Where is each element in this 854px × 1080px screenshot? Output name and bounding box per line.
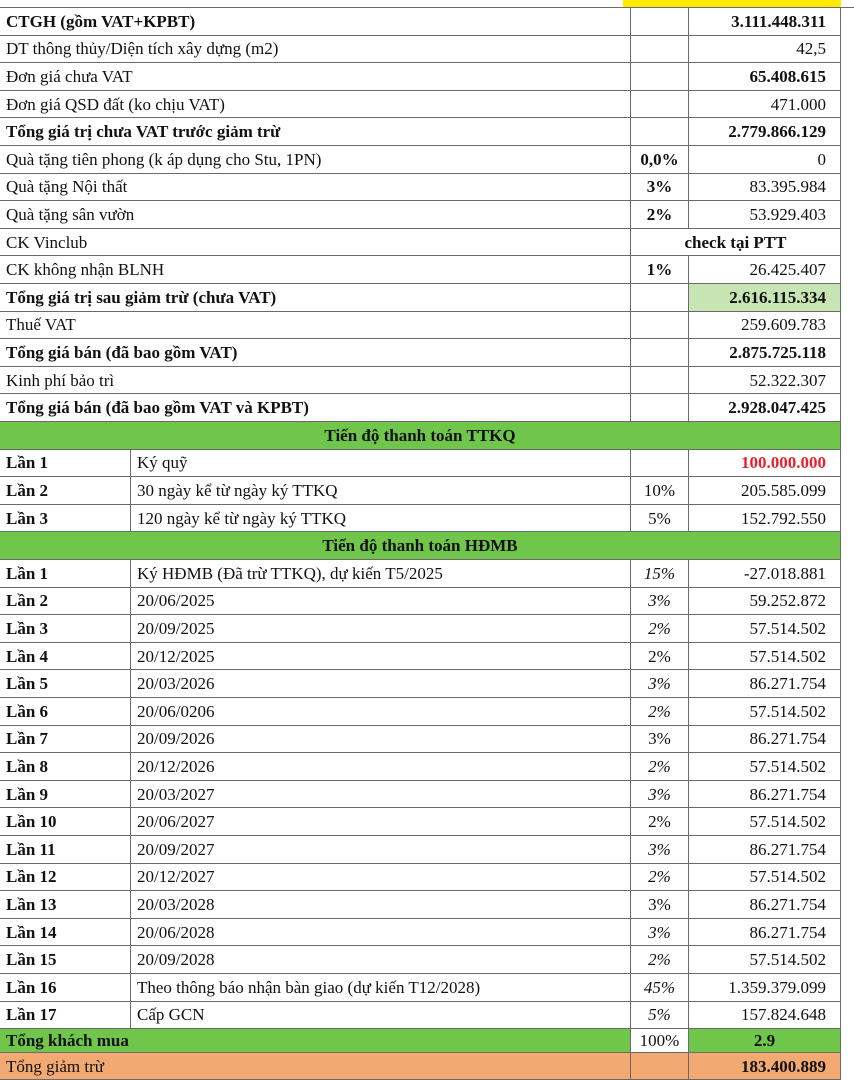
installment-percent: 3% [631,919,689,947]
installment-amount: 57.514.502 [689,615,841,643]
hdmb-installment-row [0,946,854,974]
deduction-total-spacer [631,1053,689,1080]
installment-amount: 157.824.648 [689,1002,841,1030]
installment-amount: 86.271.754 [689,891,841,919]
summary-label: Quà tặng tiên phong (k áp dụng cho Stu, 1PN) [0,146,631,174]
summary-value: 0 [689,146,841,174]
installment-percent: 45% [631,974,689,1002]
summary-percent: 3% [631,174,689,202]
installment-percent: 3% [631,891,689,919]
installment-percent [631,450,689,478]
installment-amount: -27.018.881 [689,560,841,588]
ttkq-installment-row [0,505,854,533]
customer-total-value: 2.9 [689,1029,841,1053]
summary-label: DT thông thủy/Diện tích xây dựng (m2) [0,36,631,64]
summary-value: 2.779.866.129 [689,118,841,146]
summary-label: Tổng giá bán (đã bao gồm VAT) [0,339,631,367]
installment-percent: 2% [631,946,689,974]
summary-row [0,63,854,91]
installment-percent: 10% [631,477,689,505]
installment-number: Lần 4 [0,643,131,671]
installment-amount: 100.000.000 [689,450,841,478]
installment-percent: 3% [631,588,689,616]
installment-number: Lần 8 [0,753,131,781]
deduction-total-value: 183.400.889 [689,1053,841,1080]
header-yellow-cell [623,0,841,7]
section-title: Tiến độ thanh toán HĐMB [0,532,841,560]
summary-value: check tại PTT [631,229,841,257]
installment-number: Lần 2 [0,477,131,505]
summary-label: Quà tặng Nội thất [0,174,631,202]
summary-row [0,118,854,146]
installment-amount: 205.585.099 [689,477,841,505]
installment-number: Lần 12 [0,864,131,892]
summary-percent [631,367,689,395]
hdmb-installment-row [0,615,854,643]
installment-number: Lần 2 [0,588,131,616]
hdmb-installment-row [0,919,854,947]
hdmb-installment-row [0,753,854,781]
hdmb-installment-row [0,1002,854,1030]
ttkq-installment-row [0,477,854,505]
summary-row [0,8,854,36]
hdmb-installment-row [0,698,854,726]
summary-row [0,312,854,340]
installment-amount: 57.514.502 [689,698,841,726]
summary-row [0,394,854,422]
hdmb-installment-row [0,808,854,836]
installment-description: Cấp GCN [131,1002,631,1030]
installment-description: 20/12/2027 [131,864,631,892]
installment-percent: 2% [631,864,689,892]
summary-label: CK không nhận BLNH [0,256,631,284]
summary-value: 2.928.047.425 [689,394,841,422]
summary-percent [631,91,689,119]
top-header-strip [0,0,854,8]
deduction-total-row [0,1053,854,1080]
installment-description: 20/09/2026 [131,726,631,754]
installment-amount: 59.252.872 [689,588,841,616]
installment-description: 20/12/2026 [131,753,631,781]
summary-value: 52.322.307 [689,367,841,395]
summary-value: 26.425.407 [689,256,841,284]
summary-value: 65.408.615 [689,63,841,91]
summary-row [0,339,854,367]
installment-number: Lần 1 [0,450,131,478]
summary-row [0,201,854,229]
hdmb-installment-row [0,864,854,892]
installment-amount: 86.271.754 [689,919,841,947]
installment-description: 20/09/2028 [131,946,631,974]
summary-percent [631,394,689,422]
summary-value: 83.395.984 [689,174,841,202]
installment-amount: 152.792.550 [689,505,841,533]
summary-label: CK Vinclub [0,229,631,257]
ttkq-installment-row [0,450,854,478]
summary-row [0,256,854,284]
installment-description: 20/06/2025 [131,588,631,616]
installment-description: 20/12/2025 [131,643,631,671]
hdmb-installment-row [0,670,854,698]
installment-description: 20/06/0206 [131,698,631,726]
installment-description: Ký HĐMB (Đã trừ TTKQ), dự kiến T5/2025 [131,560,631,588]
installment-percent: 3% [631,670,689,698]
installment-number: Lần 14 [0,919,131,947]
installment-description: 20/09/2025 [131,615,631,643]
hdmb-installment-row [0,891,854,919]
summary-label: Tổng giá bán (đã bao gồm VAT và KPBT) [0,394,631,422]
installment-description: Ký quỹ [131,450,631,478]
summary-percent: 1% [631,256,689,284]
installment-number: Lần 13 [0,891,131,919]
summary-value: 471.000 [689,91,841,119]
summary-value: 2.875.725.118 [689,339,841,367]
hdmb-installment-row [0,974,854,1002]
installment-number: Lần 3 [0,615,131,643]
installment-description: 120 ngày kể từ ngày ký TTKQ [131,505,631,533]
summary-percent: 0,0% [631,146,689,174]
installment-percent: 2% [631,643,689,671]
summary-value: 3.111.448.311 [689,8,841,36]
summary-label: Kinh phí bảo trì [0,367,631,395]
summary-value: 42,5 [689,36,841,64]
summary-percent [631,339,689,367]
installment-number: Lần 10 [0,808,131,836]
installment-description: 20/03/2026 [131,670,631,698]
installment-number: Lần 7 [0,726,131,754]
installment-number: Lần 5 [0,670,131,698]
installment-number: Lần 15 [0,946,131,974]
summary-percent [631,284,689,312]
installment-amount: 86.271.754 [689,726,841,754]
installment-number: Lần 17 [0,1002,131,1030]
installment-number: Lần 6 [0,698,131,726]
summary-percent: 2% [631,201,689,229]
installment-description: 20/09/2027 [131,836,631,864]
hdmb-installment-row [0,560,854,588]
summary-label: Tổng giá trị sau giảm trừ (chưa VAT) [0,284,631,312]
installment-percent: 3% [631,726,689,754]
ttkq-section-header [0,422,854,450]
installment-amount: 57.514.502 [689,864,841,892]
installment-percent: 2% [631,808,689,836]
deduction-total-label: Tổng giảm trừ [0,1053,631,1080]
summary-label: Quà tặng sân vườn [0,201,631,229]
installment-number: Lần 3 [0,505,131,533]
installment-amount: 86.271.754 [689,781,841,809]
summary-label: Tổng giá trị chưa VAT trước giảm trừ [0,118,631,146]
installment-description: 20/03/2028 [131,891,631,919]
summary-percent [631,312,689,340]
installment-amount: 57.514.502 [689,946,841,974]
installment-amount: 57.514.502 [689,753,841,781]
installment-percent: 15% [631,560,689,588]
summary-row [0,367,854,395]
hdmb-installment-row [0,726,854,754]
installment-percent: 3% [631,836,689,864]
summary-label: CTGH (gồm VAT+KPBT) [0,8,631,36]
installment-description: 20/06/2027 [131,808,631,836]
installment-amount: 57.514.502 [689,808,841,836]
summary-percent [631,36,689,64]
installment-percent: 5% [631,505,689,533]
installment-amount: 1.359.379.099 [689,974,841,1002]
installment-description: Theo thông báo nhận bàn giao (dự kiến T12/2028) [131,974,631,1002]
summary-label: Đơn giá QSD đất (ko chịu VAT) [0,91,631,119]
summary-value: 2.616.115.334 [689,284,841,312]
customer-total-percent: 100% [631,1029,689,1053]
summary-percent [631,63,689,91]
summary-label: Thuế VAT [0,312,631,340]
summary-row [0,91,854,119]
installment-percent: 5% [631,1002,689,1030]
section-title: Tiến độ thanh toán TTKQ [0,422,841,450]
summary-percent [631,118,689,146]
summary-value: 259.609.783 [689,312,841,340]
summary-row [0,229,854,257]
hdmb-installment-row [0,643,854,671]
installment-description: 20/03/2027 [131,781,631,809]
summary-value: 53.929.403 [689,201,841,229]
summary-row [0,146,854,174]
summary-label: Đơn giá chưa VAT [0,63,631,91]
installment-number: Lần 1 [0,560,131,588]
customer-total-row [0,1029,854,1053]
installment-amount: 57.514.502 [689,643,841,671]
installment-number: Lần 9 [0,781,131,809]
hdmb-installment-row [0,836,854,864]
installment-percent: 2% [631,615,689,643]
installment-amount: 86.271.754 [689,670,841,698]
hdmb-installment-row [0,588,854,616]
summary-row [0,284,854,312]
summary-percent [631,8,689,36]
installment-percent: 2% [631,698,689,726]
installment-percent: 2% [631,753,689,781]
installment-percent: 3% [631,781,689,809]
installment-number: Lần 11 [0,836,131,864]
summary-row [0,174,854,202]
hdmb-installment-row [0,781,854,809]
customer-total-label: Tổng khách mua [0,1029,631,1053]
hdmb-section-header [0,532,854,560]
installment-description: 30 ngày kể từ ngày ký TTKQ [131,477,631,505]
installment-number: Lần 16 [0,974,131,1002]
installment-description: 20/06/2028 [131,919,631,947]
installment-amount: 86.271.754 [689,836,841,864]
summary-row [0,36,854,64]
